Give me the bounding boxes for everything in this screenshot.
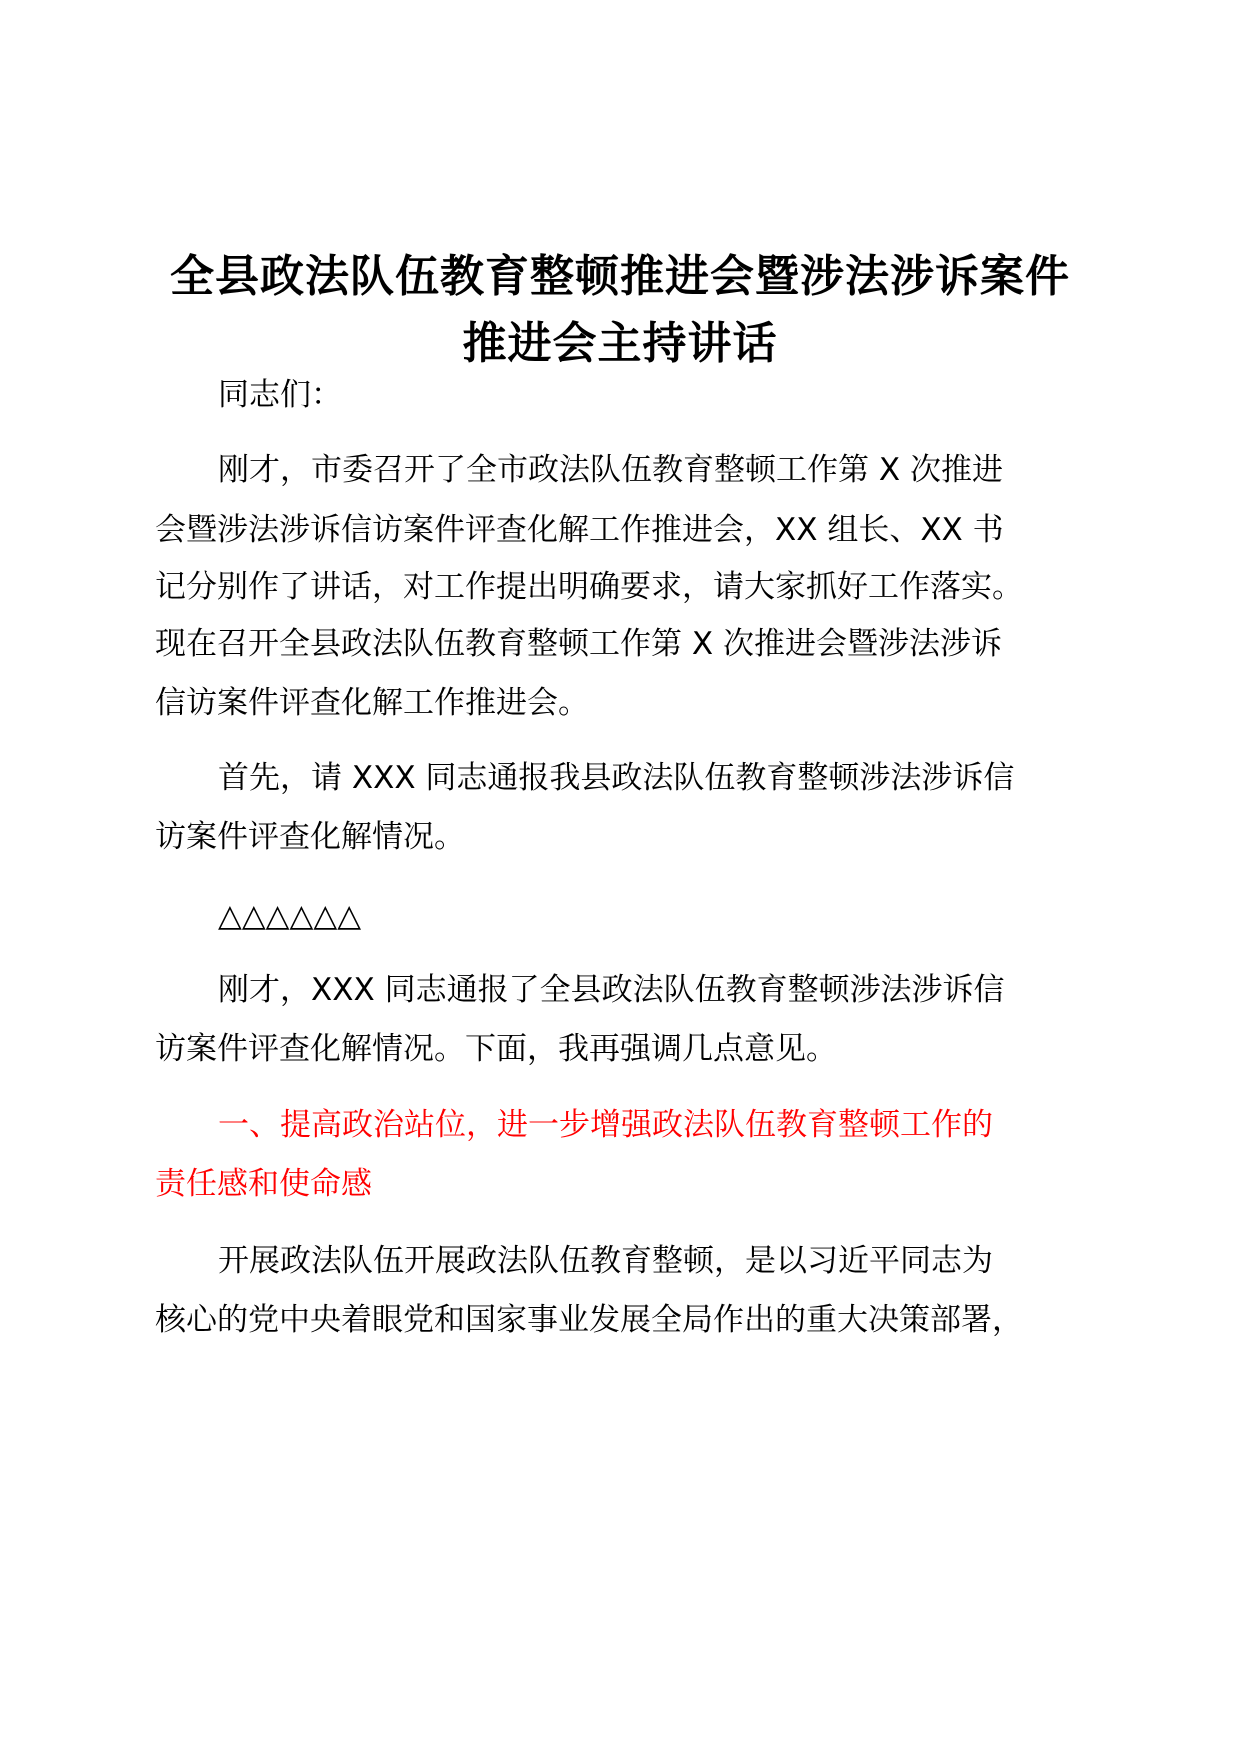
- paragraph-1-line-5: 信访案件评查化解工作推进会。: [155, 685, 589, 721]
- paragraph-3-line-1: 刚才，XXX 同志通报了全县政法队伍教育整顿涉法涉诉信: [218, 972, 1005, 1008]
- paragraph-4-line-2: 核心的党中央着眼党和国家事业发展全局作出的重大决策部署，: [155, 1302, 1023, 1338]
- paragraph-1-line-3: 记分别作了讲话，对工作提出明确要求，请大家抓好工作落实。: [155, 569, 1023, 605]
- paragraph-1-line-2: 会暨涉法涉诉信访案件评查化解工作推进会，XX 组长、XX 书: [155, 512, 1004, 548]
- paragraph-3-line-2: 访案件评查化解情况。下面，我再强调几点意见。: [155, 1031, 837, 1067]
- salutation: 同志们：: [218, 377, 342, 413]
- section-heading-1-line-2: 责任感和使命感: [155, 1166, 372, 1202]
- separator-triangles: △△△△△△: [218, 898, 362, 934]
- document-title-line-1: 全县政法队伍教育整顿推进会暨涉法涉诉案件: [170, 251, 1070, 302]
- paragraph-2-line-2: 访案件评查化解情况。: [155, 819, 465, 855]
- paragraph-2-line-1: 首先，请 XXX 同志通报我县政法队伍教育整顿涉法涉诉信: [218, 760, 1015, 796]
- paragraph-4-line-1: 开展政法队伍开展政法队伍教育整顿，是以习近平同志为: [218, 1243, 993, 1279]
- document-title-line-2: 推进会主持讲话: [462, 318, 778, 369]
- paragraph-1-line-1: 刚才，市委召开了全市政法队伍教育整顿工作第 X 次推进: [218, 452, 1003, 488]
- paragraph-1-line-4: 现在召开全县政法队伍教育整顿工作第 X 次推进会暨涉法涉诉: [155, 626, 1002, 662]
- section-heading-1-line-1: 一、提高政治站位，进一步增强政法队伍教育整顿工作的: [218, 1107, 993, 1143]
